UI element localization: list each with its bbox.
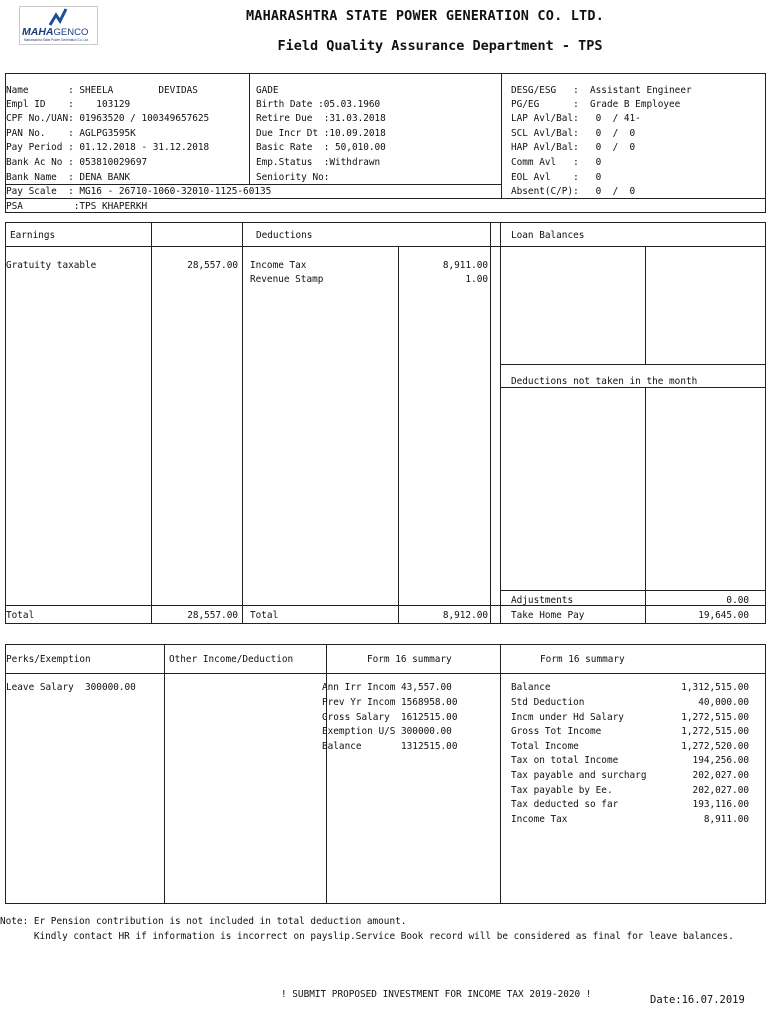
form16-right-value: 202,027.00 (692, 785, 749, 796)
emp-absent: Absent(C/P): 0 / 0 (511, 186, 636, 197)
company-logo (19, 6, 98, 45)
loan-bottom-line (500, 364, 766, 365)
take-home-value: 19,645.00 (698, 610, 749, 621)
logo-text (22, 26, 88, 38)
form16-right-label: Std Deduction (511, 697, 585, 708)
form16-right-value: 1,272,515.00 (681, 726, 749, 737)
info-box-top (5, 73, 766, 74)
deductions-total-label: Total (250, 610, 279, 621)
emp-retire-due: Retire Due :31.03.2018 (256, 113, 386, 124)
adjustments-label: Adjustments (511, 595, 574, 606)
form16-right-value: 194,256.00 (692, 755, 749, 766)
deduction-label: Income Tax (250, 260, 307, 271)
perks-header: Perks/Exemption (6, 654, 91, 665)
emp-seniority: Seniority No: (256, 172, 330, 183)
form16-left-row: Gross Salary 1612515.00 (322, 712, 458, 723)
form16-right-label: Tax payable and surcharg (511, 770, 647, 781)
logo-text-light: GENCO (53, 27, 89, 38)
form16-right-value: 193,116.00 (692, 799, 749, 810)
form16-right-label: Balance (511, 682, 551, 693)
lower-table-bottom (5, 903, 766, 904)
emp-birth-date: Birth Date :05.03.1960 (256, 99, 381, 110)
loan-mid-divider (645, 246, 646, 364)
emp-eol: EOL Avl : 0 (511, 172, 602, 183)
form16-right-value: 8,911.00 (703, 814, 749, 825)
main-table-left (5, 222, 6, 624)
deduction-label: Revenue Stamp (250, 274, 324, 285)
emp-name: Name : SHEELA DEVIDAS (6, 85, 198, 96)
loan-left-border (500, 222, 501, 624)
emp-cpf: CPF No./UAN: 01963520 / 100349657625 (6, 113, 210, 124)
info-box-right (765, 73, 766, 213)
ded-loan-divider (490, 222, 491, 624)
emp-pay-period: Pay Period : 01.12.2018 - 31.12.2018 (6, 142, 210, 153)
lower-div-1 (164, 644, 165, 904)
footer-submit-note: ! SUBMIT PROPOSED INVESTMENT FOR INCOME TAX 2019-2020 ! (281, 989, 592, 1000)
info-divider-2 (501, 73, 502, 198)
earning-label: Gratuity taxable (6, 260, 97, 271)
emp-pg: PG/EG : Grade B Employee (511, 99, 681, 110)
department-title: Field Quality Assurance Department - TPS (277, 38, 603, 54)
emp-pan: PAN No. : AGLPG3595K (6, 128, 136, 139)
form16-left-row: Ann Irr Incom 43,557.00 (322, 682, 452, 693)
form16-left-row: Balance 1312515.00 (322, 741, 458, 752)
info-psa-line (5, 198, 766, 199)
loan-balances-header: Loan Balances (511, 230, 585, 241)
take-home-label: Take Home Pay (511, 610, 585, 621)
form16-right-label: Gross Tot Income (511, 726, 602, 737)
logo-text-bold: MAHA (22, 26, 54, 38)
lower-header-bottom (5, 673, 766, 674)
earning-amount: 28,557.00 (187, 260, 238, 271)
earnings-total-label: Total (6, 610, 35, 621)
logo-subtitle: Maharashtra State Power Generation Co. Ltd. (24, 38, 89, 42)
ded-amount-divider (398, 246, 399, 624)
form16-right-value: 1,272,515.00 (681, 712, 749, 723)
deduction-amount: 1.00 (465, 274, 488, 285)
emp-due-incr: Due Incr Dt :10.09.2018 (256, 128, 386, 139)
other-income-header: Other Income/Deduction (169, 654, 294, 665)
form16-left-row: Exemption U/S 300000.00 (322, 726, 452, 737)
info-payscale-line (5, 184, 501, 185)
emp-status: Emp.Status :Withdrawn (256, 157, 381, 168)
emp-basic-rate: Basic Rate : 50,010.00 (256, 142, 386, 153)
form16-left-row: Prev Yr Incom 1568958.00 (322, 697, 458, 708)
earnings-header: Earnings (10, 230, 56, 241)
footer-date: Date:16.07.2019 (650, 994, 745, 1006)
earnings-total-value: 28,557.00 (187, 610, 238, 621)
footer-note-1: Note: Er Pension contribution is not included in total deduction amount. (0, 916, 407, 927)
deductions-header: Deductions (256, 230, 313, 241)
emp-hap: HAP Avl/Bal: 0 / 0 (511, 142, 636, 153)
emp-id: Empl ID : 103129 (6, 99, 131, 110)
deductions-not-taken-header: Deductions not taken in the month (511, 376, 698, 387)
deduction-amount: 8,911.00 (442, 260, 488, 271)
form16-right-value: 40,000.00 (698, 697, 749, 708)
emp-psa: PSA :TPS KHAPERKH (6, 201, 148, 212)
emp-bank-name: Bank Name : DENA BANK (6, 172, 131, 183)
form16-right-label: Tax on total Income (511, 755, 619, 766)
dnt-header-bottom (500, 387, 766, 388)
form16-summary-header-right: Form 16 summary (540, 654, 625, 665)
form16-right-label: Income Tax (511, 814, 568, 825)
emp-surname: GADE (256, 85, 279, 96)
adjustments-value: 0.00 (726, 595, 749, 606)
lower-table-top (5, 644, 766, 645)
info-divider-1 (249, 73, 250, 185)
emp-pay-scale: Pay Scale : MG16 - 26710-1060-32010-1125-60135 (6, 186, 272, 197)
totals-bottom (5, 623, 766, 624)
adjustments-top (500, 590, 766, 591)
footer-note-2: Kindly contact HR if information is incorrect on payslip.Service Book record will be considered as final for leave balances. (0, 931, 734, 942)
form16-right-value: 202,027.00 (692, 770, 749, 781)
main-table-top (5, 222, 766, 223)
form16-summary-header-left: Form 16 summary (367, 654, 452, 665)
dnt-mid-divider (645, 387, 646, 624)
form16-right-label: Incm under Hd Salary (511, 712, 624, 723)
emp-comm: Comm Avl : 0 (511, 157, 602, 168)
perk-item: Leave Salary 300000.00 (6, 682, 136, 693)
lower-div-3 (500, 644, 501, 904)
form16-right-label: Total Income (511, 741, 579, 752)
emp-scl: SCL Avl/Bal: 0 / 0 (511, 128, 636, 139)
form16-right-value: 1,272,520.00 (681, 741, 749, 752)
earn-ded-divider (242, 222, 243, 624)
main-table-right (765, 222, 766, 624)
deductions-total-value: 8,912.00 (442, 610, 488, 621)
emp-lap: LAP Avl/Bal: 0 / 41- (511, 113, 641, 124)
form16-right-value: 1,312,515.00 (681, 682, 749, 693)
lower-right (765, 644, 766, 904)
emp-desg: DESG/ESG : Assistant Engineer (511, 85, 692, 96)
main-table-header-bottom (5, 246, 766, 247)
earn-amount-divider (151, 222, 152, 624)
company-title: MAHARASHTRA STATE POWER GENERATION CO. LTD. (245, 8, 605, 24)
form16-right-label: Tax payable by Ee. (511, 785, 613, 796)
emp-bank-ac: Bank Ac No : 053810029697 (6, 157, 148, 168)
info-box-bottom (5, 212, 766, 213)
form16-right-label: Tax deducted so far (511, 799, 619, 810)
